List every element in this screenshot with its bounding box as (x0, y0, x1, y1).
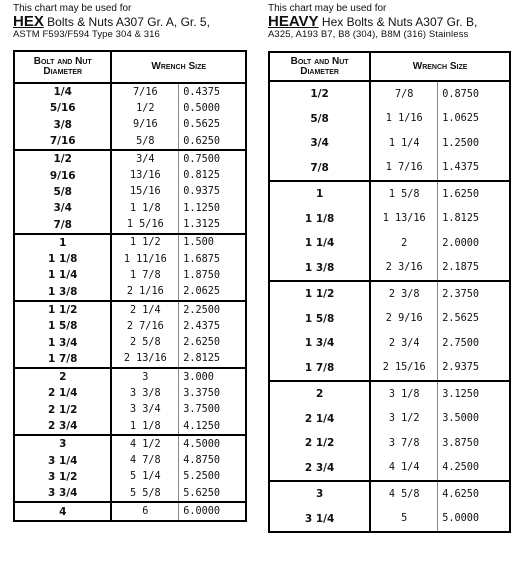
hex-table-row (14, 117, 246, 133)
wrench-decimal-cell: 0.4375 (179, 83, 246, 100)
wrench-fraction-cell: 3 1/2 (370, 407, 437, 432)
hex-table-row (14, 385, 246, 401)
bolt-diameter-cell: 7/8 (14, 216, 111, 233)
wrench-fraction-cell: 5 1/4 (111, 469, 178, 485)
bolt-diameter-cell: 1 7/8 (269, 356, 370, 382)
wrench-decimal-cell: 3.1250 (438, 381, 510, 407)
bolt-diameter-cell: 1/2 (269, 81, 370, 107)
heavy-table-row (269, 181, 510, 207)
hex-table-row (14, 267, 246, 283)
hex-table-row (14, 100, 246, 116)
hex-table-header (14, 51, 246, 83)
bolt-diameter-cell: 3/4 (14, 200, 111, 216)
bolt-diameter-cell: 2 1/2 (14, 402, 111, 418)
wrench-decimal-cell: 5.0000 (438, 507, 510, 533)
hex-table-row (14, 469, 246, 485)
wrench-fraction-cell: 1 13/16 (370, 207, 437, 232)
bolt-diameter-cell: 1 (269, 181, 370, 207)
bolt-diameter-cell: 1 5/8 (269, 307, 370, 332)
bolt-diameter-cell: 3 3/4 (14, 485, 111, 502)
hex-header-wrench: Wrench Size (111, 51, 246, 83)
bolt-diameter-cell: 3 1/2 (14, 469, 111, 485)
hex-table-row (14, 301, 246, 318)
hex-table-row (14, 284, 246, 301)
wrench-fraction-cell: 7/8 (370, 81, 437, 107)
wrench-fraction-cell: 1/2 (111, 100, 178, 116)
wrench-fraction-cell: 4 7/8 (111, 453, 178, 469)
hex-table-row (14, 83, 246, 100)
wrench-fraction-cell: 2 3/8 (370, 281, 437, 307)
heavy-table-row (269, 231, 510, 256)
wrench-decimal-cell: 3.8750 (438, 431, 510, 456)
wrench-decimal-cell: 4.2500 (438, 456, 510, 482)
bolt-diameter-cell: 4 (14, 502, 111, 520)
wrench-decimal-cell: 1.3125 (179, 216, 246, 233)
heavy-table-row (269, 207, 510, 232)
wrench-decimal-cell: 0.5625 (179, 117, 246, 133)
wrench-decimal-cell: 0.7500 (179, 150, 246, 167)
wrench-decimal-cell: 1.500 (179, 234, 246, 251)
wrench-decimal-cell: 2.3750 (438, 281, 510, 307)
wrench-fraction-cell: 1 1/16 (370, 107, 437, 132)
bolt-diameter-cell: 7/16 (14, 133, 111, 150)
heavy-table-row (269, 81, 510, 107)
wrench-fraction-cell: 15/16 (111, 184, 178, 200)
bolt-diameter-cell: 3 1/4 (269, 507, 370, 533)
wrench-fraction-cell: 3 (111, 368, 178, 385)
hex-table-row (14, 485, 246, 502)
wrench-decimal-cell: 2.7500 (438, 331, 510, 356)
bolt-diameter-cell: 1 1/2 (269, 281, 370, 307)
wrench-decimal-cell: 3.5000 (438, 407, 510, 432)
heavy-table-row (269, 331, 510, 356)
heavy-table-row (269, 431, 510, 456)
wrench-fraction-cell: 3 3/8 (111, 385, 178, 401)
hex-chart-subtitle: ASTM F593/F594 Type 304 & 316 (13, 29, 160, 40)
hex-wrench-table (13, 50, 247, 522)
wrench-decimal-cell: 2.5625 (438, 307, 510, 332)
wrench-fraction-cell: 4 1/2 (111, 435, 178, 452)
wrench-fraction-cell: 1 1/8 (111, 418, 178, 435)
heavy-table-row (269, 156, 510, 182)
hex-title-emphasis: HEX (13, 13, 44, 30)
wrench-fraction-cell: 5 5/8 (111, 485, 178, 502)
heavy-table-row (269, 507, 510, 533)
wrench-fraction-cell: 1 5/8 (370, 181, 437, 207)
hex-title-rest: Bolts & Nuts A307 Gr. A, Gr. 5, (43, 15, 210, 29)
hex-chart-title (13, 15, 247, 29)
wrench-fraction-cell: 1 7/8 (111, 267, 178, 283)
wrench-decimal-cell: 1.8750 (179, 267, 246, 283)
wrench-decimal-cell: 1.1250 (179, 200, 246, 216)
heavy-chart-subtitle: A325, A193 B7, B8 (304), B8M (316) Stainless (268, 29, 469, 40)
wrench-fraction-cell: 1 1/8 (111, 200, 178, 216)
bolt-diameter-cell: 3 1/4 (14, 453, 111, 469)
wrench-decimal-cell: 2.2500 (179, 301, 246, 318)
bolt-diameter-cell: 1 1/8 (269, 207, 370, 232)
wrench-decimal-cell: 4.5000 (179, 435, 246, 452)
heavy-title-rest: Hex Bolts & Nuts A307 Gr. B, (318, 15, 478, 29)
wrench-decimal-cell: 1.8125 (438, 207, 510, 232)
hex-table-row (14, 402, 246, 418)
heavy-table-row (269, 407, 510, 432)
wrench-decimal-cell: 4.8750 (179, 453, 246, 469)
heavy-title-emphasis: HEAVY (268, 13, 319, 30)
hex-table-row (14, 200, 246, 216)
bolt-diameter-cell: 1 3/4 (14, 334, 111, 350)
bolt-diameter-cell: 2 (269, 381, 370, 407)
heavy-table-row (269, 131, 510, 156)
wrench-fraction-cell: 5/8 (111, 133, 178, 150)
hex-table-row (14, 184, 246, 200)
wrench-fraction-cell: 1 1/2 (111, 234, 178, 251)
wrench-decimal-cell: 1.6875 (179, 251, 246, 267)
wrench-fraction-cell: 7/16 (111, 83, 178, 100)
bolt-diameter-cell: 1 (14, 234, 111, 251)
wrench-fraction-cell: 3 7/8 (370, 431, 437, 456)
hex-table-row (14, 435, 246, 452)
heavy-table-row (269, 356, 510, 382)
bolt-diameter-cell: 1 3/4 (269, 331, 370, 356)
hex-table-row (14, 453, 246, 469)
wrench-fraction-cell: 2 9/16 (370, 307, 437, 332)
wrench-decimal-cell: 1.0625 (438, 107, 510, 132)
wrench-decimal-cell: 2.0625 (179, 284, 246, 301)
wrench-fraction-cell: 2 1/16 (111, 284, 178, 301)
wrench-decimal-cell: 4.1250 (179, 418, 246, 435)
wrench-decimal-cell: 6.0000 (179, 502, 246, 520)
heavy-intro-text: This chart may be used for (268, 3, 387, 14)
wrench-fraction-cell: 2 (370, 231, 437, 256)
bolt-diameter-cell: 1 1/8 (14, 251, 111, 267)
heavy-hex-chart-panel (268, 0, 511, 533)
wrench-decimal-cell: 1.4375 (438, 156, 510, 182)
heavy-header-wrench: Wrench Size (370, 52, 510, 81)
bolt-diameter-cell: 1 1/2 (14, 301, 111, 318)
heavy-table-row (269, 307, 510, 332)
heavy-table-row (269, 256, 510, 282)
wrench-fraction-cell: 13/16 (111, 167, 178, 183)
hex-intro-text: This chart may be used for (13, 3, 132, 14)
hex-chart-panel (13, 0, 247, 522)
bolt-diameter-cell: 3/8 (14, 117, 111, 133)
bolt-diameter-cell: 3/4 (269, 131, 370, 156)
heavy-hex-wrench-table (268, 51, 511, 533)
wrench-decimal-cell: 2.8125 (179, 351, 246, 368)
heavy-table-row (269, 107, 510, 132)
bolt-diameter-cell: 9/16 (14, 167, 111, 183)
wrench-fraction-cell: 2 15/16 (370, 356, 437, 382)
wrench-decimal-cell: 3.3750 (179, 385, 246, 401)
bolt-diameter-cell: 1/4 (14, 83, 111, 100)
bolt-diameter-cell: 3 (269, 481, 370, 507)
wrench-fraction-cell: 6 (111, 502, 178, 520)
bolt-diameter-cell: 5/8 (269, 107, 370, 132)
heavy-table-row (269, 381, 510, 407)
wrench-decimal-cell: 2.6250 (179, 334, 246, 350)
hex-table-row (14, 133, 246, 150)
wrench-fraction-cell: 1 7/16 (370, 156, 437, 182)
wrench-decimal-cell: 0.8125 (179, 167, 246, 183)
wrench-fraction-cell: 1 1/4 (370, 131, 437, 156)
wrench-fraction-cell: 5 (370, 507, 437, 533)
bolt-diameter-cell: 1/2 (14, 150, 111, 167)
wrench-decimal-cell: 0.5000 (179, 100, 246, 116)
bolt-diameter-cell: 3 (14, 435, 111, 452)
wrench-fraction-cell: 1 11/16 (111, 251, 178, 267)
wrench-decimal-cell: 0.6250 (179, 133, 246, 150)
wrench-fraction-cell: 1 5/16 (111, 216, 178, 233)
wrench-fraction-cell: 3 3/4 (111, 402, 178, 418)
wrench-decimal-cell: 1.2500 (438, 131, 510, 156)
wrench-decimal-cell: 2.9375 (438, 356, 510, 382)
bolt-diameter-cell: 2 1/4 (14, 385, 111, 401)
bolt-diameter-cell: 1 3/8 (14, 284, 111, 301)
wrench-decimal-cell: 0.8750 (438, 81, 510, 107)
wrench-decimal-cell: 1.6250 (438, 181, 510, 207)
wrench-fraction-cell: 3/4 (111, 150, 178, 167)
heavy-header-diameter: Bolt and Nut Diameter (269, 52, 370, 81)
wrench-decimal-cell: 0.9375 (179, 184, 246, 200)
wrench-decimal-cell: 2.0000 (438, 231, 510, 256)
wrench-decimal-cell: 2.1875 (438, 256, 510, 282)
heavy-chart-title (268, 15, 511, 29)
heavy-table-header (269, 52, 510, 81)
bolt-diameter-cell: 2 3/4 (14, 418, 111, 435)
wrench-fraction-cell: 2 3/16 (370, 256, 437, 282)
hex-header-diameter: Bolt and Nut Diameter (14, 51, 111, 83)
hex-table-row (14, 368, 246, 385)
wrench-fraction-cell: 2 13/16 (111, 351, 178, 368)
hex-table-row (14, 216, 246, 233)
bolt-diameter-cell: 7/8 (269, 156, 370, 182)
bolt-diameter-cell: 5/16 (14, 100, 111, 116)
wrench-decimal-cell: 5.6250 (179, 485, 246, 502)
heavy-table-row (269, 456, 510, 482)
bolt-diameter-cell: 2 1/2 (269, 431, 370, 456)
wrench-fraction-cell: 2 5/8 (111, 334, 178, 350)
bolt-diameter-cell: 2 3/4 (269, 456, 370, 482)
heavy-table-row (269, 281, 510, 307)
bolt-diameter-cell: 1 1/4 (14, 267, 111, 283)
wrench-fraction-cell: 4 5/8 (370, 481, 437, 507)
wrench-decimal-cell: 3.000 (179, 368, 246, 385)
hex-table-row (14, 502, 246, 520)
wrench-fraction-cell: 2 7/16 (111, 318, 178, 334)
bolt-diameter-cell: 1 1/4 (269, 231, 370, 256)
hex-table-row (14, 150, 246, 167)
wrench-decimal-cell: 4.6250 (438, 481, 510, 507)
wrench-decimal-cell: 3.7500 (179, 402, 246, 418)
bolt-diameter-cell: 1 3/8 (269, 256, 370, 282)
hex-table-row (14, 251, 246, 267)
wrench-fraction-cell: 3 1/8 (370, 381, 437, 407)
wrench-decimal-cell: 5.2500 (179, 469, 246, 485)
hex-table-row (14, 418, 246, 435)
bolt-diameter-cell: 2 (14, 368, 111, 385)
hex-table-row (14, 351, 246, 368)
wrench-decimal-cell: 2.4375 (179, 318, 246, 334)
bolt-diameter-cell: 2 1/4 (269, 407, 370, 432)
bolt-diameter-cell: 1 7/8 (14, 351, 111, 368)
wrench-fraction-cell: 2 1/4 (111, 301, 178, 318)
wrench-fraction-cell: 4 1/4 (370, 456, 437, 482)
hex-table-row (14, 334, 246, 350)
heavy-table-row (269, 481, 510, 507)
bolt-diameter-cell: 5/8 (14, 184, 111, 200)
wrench-fraction-cell: 9/16 (111, 117, 178, 133)
wrench-fraction-cell: 2 3/4 (370, 331, 437, 356)
hex-table-row (14, 167, 246, 183)
hex-table-row (14, 318, 246, 334)
bolt-diameter-cell: 1 5/8 (14, 318, 111, 334)
hex-table-row (14, 234, 246, 251)
